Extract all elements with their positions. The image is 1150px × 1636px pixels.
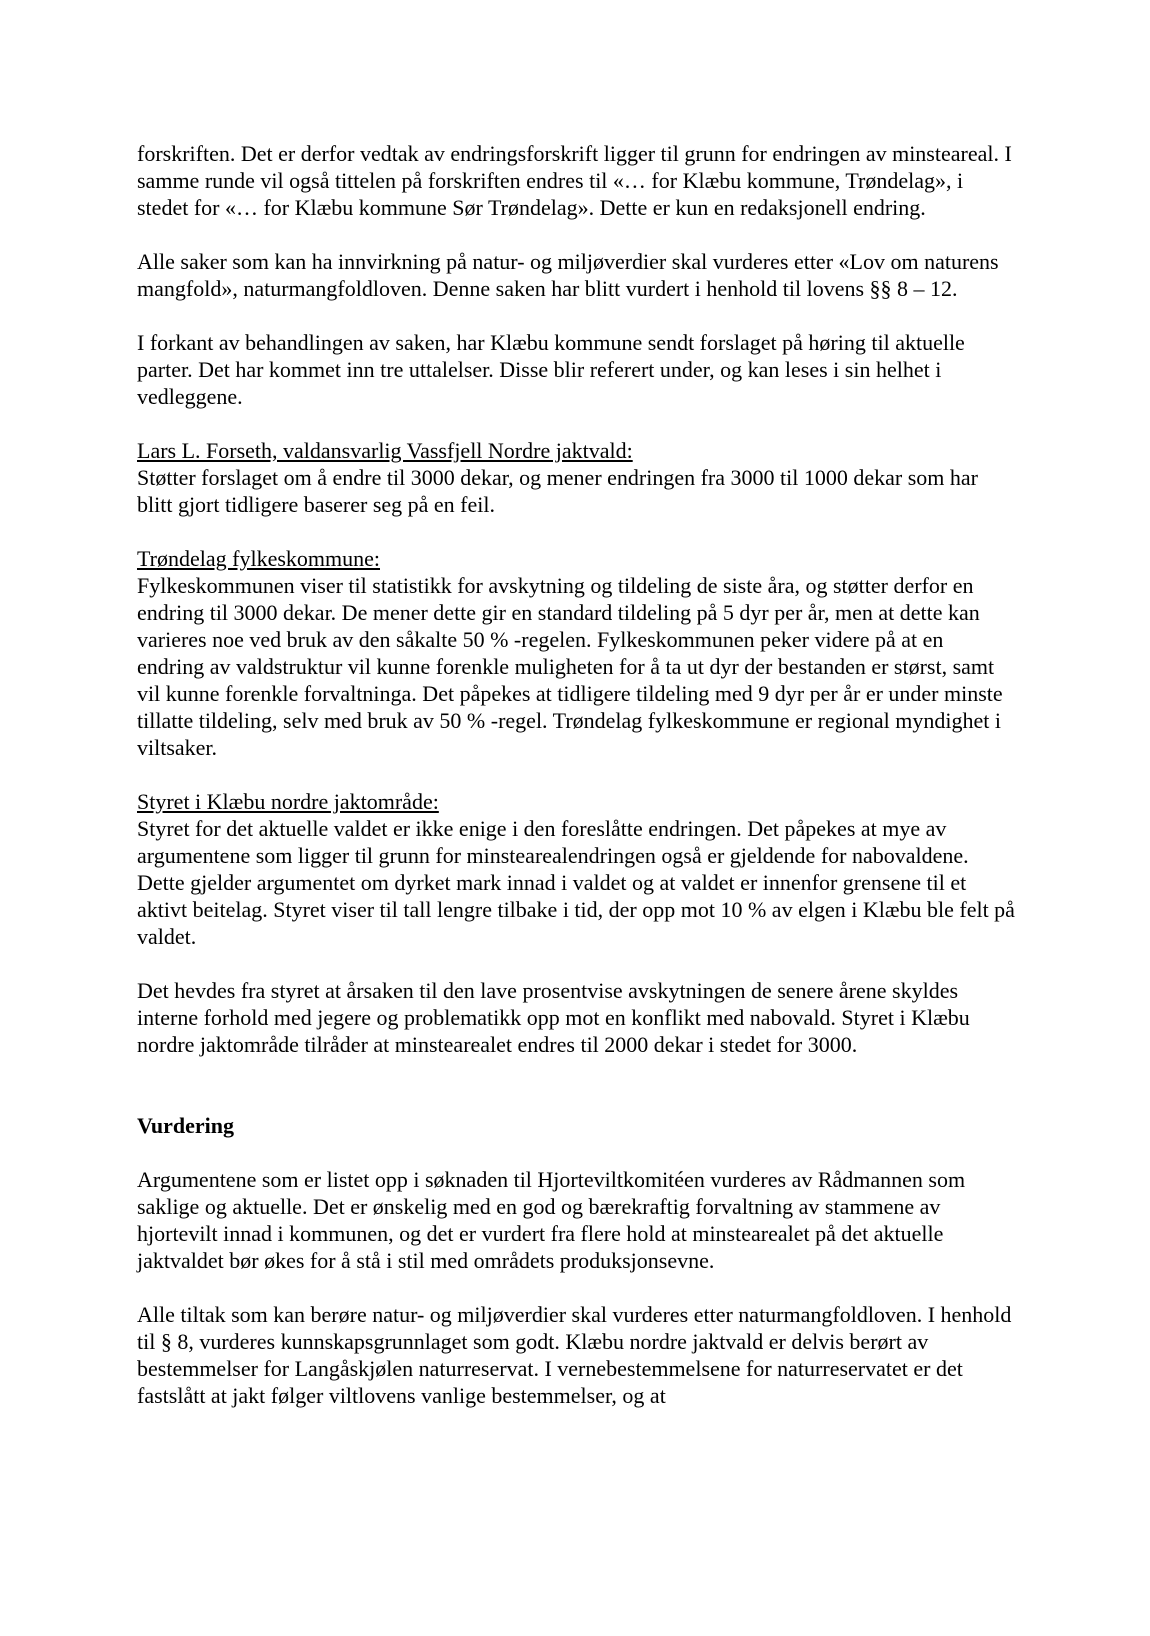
para-fylkeskommune-uttalelse: Fylkeskommunen viser til statistikk for avskytning og tildeling de siste åra, og støtter derfor en endring til 3000 dekar. De mener dette gir en standard tildeling på 5 dyr per år, men at dette kan varieres noe ved bruk av den såkalte 50 % -regelen. Fylkeskommunen peker videre på at en endring av valdstruktur vil kunne forenkle muligheten for å ta ut dyr der bestanden er størst, samt vil kunne forenkle forvaltninga. Det påpekes at tidligere tildeling med 9 dyr per år er under minste tillatte tildeling, selv med bruk av 50 % -regel. Trøndelag fylkeskommune er regional myndighet i viltsaker.	[137, 573, 1003, 760]
para-vurdering-argumenter: Argumentene som er listet opp i søknaden til Hjorteviltkomitéen vurderes av Rådmannen som saklige og aktuelle. Det er ønskelig med en god og bærekraftig forvaltning av stammene av hjortevilt innad i kommunen, og det er vurdert fra flere hold at minstearealet på det aktuelle jaktvaldet bør økes for å stå i stil med områdets produksjonsevne.	[137, 1167, 966, 1273]
para-styret-tilrading: Det hevdes fra styret at årsaken til den lave prosentvise avskytningen de senere årene skyldes interne forhold med jegere og problematikk opp mot en konflikt med nabovald. Styret i Klæbu nordre jaktområde tilråder at minstearealet endres til 2000 dekar i stedet for 3000.	[137, 978, 970, 1057]
para-horing-uttalelser: I forkant av behandlingen av saken, har Klæbu kommune sendt forslaget på høring til aktuelle parter. Det har kommet inn tre uttalelser. Disse blir referert under, og kan leses i sin helhet i vedleggene.	[137, 330, 965, 409]
heading-trondelag-fylkeskommune: Trøndelag fylkeskommune:	[137, 546, 380, 571]
heading-vurdering: Vurdering	[137, 1113, 234, 1138]
para-naturmangfoldloven-tiltak: Alle tiltak som kan berøre natur- og miljøverdier skal vurderes etter naturmangfoldloven. I henhold til § 8, vurderes kunnskapsgrunnlaget som godt. Klæbu nordre jaktvald er delvis berørt av bestemmelser for Langåskjølen naturreservat. I vernebestemmelsene for naturreservatet er det fastslått at jakt følger viltlovens vanlige bestemmelser, og at	[137, 1302, 1012, 1408]
document-content	[137, 140, 1015, 1436]
heading-vassfjell-jaktvald: Lars L. Forseth, valdansvarlig Vassfjell Nordre jaktvald:	[137, 438, 633, 463]
para-vassfjell-uttalelse: Støtter forslaget om å endre til 3000 dekar, og mener endringen fra 3000 til 1000 dekar som har blitt gjort tidligere baserer seg på en feil.	[137, 465, 978, 517]
para-naturmangfold-vurdering: Alle saker som kan ha innvirkning på natur- og miljøverdier skal vurderes etter «Lov om naturens mangfold», naturmangfoldloven. Denne saken har blitt vurdert i henhold til lovens §§ 8 – 12.	[137, 249, 999, 301]
para-styret-uttalelse: Styret for det aktuelle valdet er ikke enige i den foreslåtte endringen. Det påpekes at mye av argumentene som ligger til grunn for minstearealendringen også er gjeldende for nabovaldene. Dette gjelder argumentet om dyrket mark innad i valdet og at valdet er innenfor grensene til et aktivt beitelag. Styret viser til tall lengre tilbake i tid, der opp mot 10 % av elgen i Klæbu ble felt på valdet.	[137, 816, 1015, 949]
para-forskrift-endring: forskriften. Det er derfor vedtak av endringsforskrift ligger til grunn for endringen av minsteareal. I samme runde vil også tittelen på forskriften endres til «… for Klæbu kommune, Trøndelag», i stedet for «… for Klæbu kommune Sør Trøndelag». Dette er kun en redaksjonell endring.	[137, 141, 1012, 220]
heading-styret-klaebu-nordre: Styret i Klæbu nordre jaktområde:	[137, 789, 439, 814]
